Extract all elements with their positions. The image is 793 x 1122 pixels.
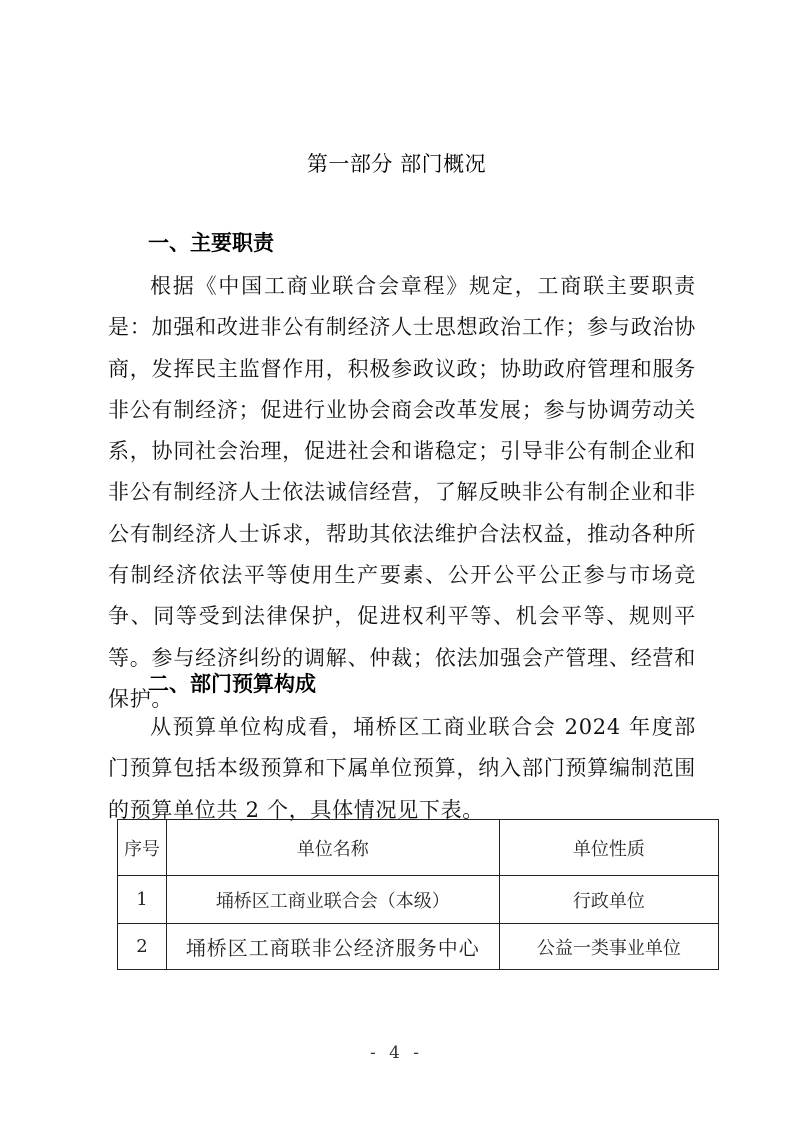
page-number: - 4 - bbox=[369, 1043, 424, 1063]
cell-unit-name: 埇桥区工商联非公经济服务中心 bbox=[166, 924, 499, 970]
cell-unit-name: 埇桥区工商业联合会（本级） bbox=[166, 876, 499, 924]
cell-serial-number: 1 bbox=[118, 876, 167, 924]
cell-serial-number: 2 bbox=[118, 924, 167, 970]
table-row bbox=[118, 876, 719, 924]
page-title: 第一部分 部门概况 bbox=[306, 152, 487, 176]
section-heading-budget-composition: 二、部门预算构成 bbox=[148, 671, 316, 696]
table-row bbox=[118, 924, 719, 970]
table-header-row bbox=[118, 820, 719, 876]
header-unit-name: 单位名称 bbox=[166, 820, 499, 876]
cell-unit-type: 公益一类事业单位 bbox=[499, 924, 718, 970]
budget-composition-paragraph: 从预算单位构成看，埇桥区工商业联合会 2024 年度部门预算包括本级预算和下属单位预算，纳入部门预算编制范围的预算单位共 2 个，具体情况见下表。 bbox=[108, 715, 696, 822]
main-duties-paragraph: 根据《中国工商业联合会章程》规定，工商联主要职责是：加强和改进非公有制经济人士思想政治工作；参与政治协商，发挥民主监督作用，积极参政议政；协助政府管理和服务非公有制经济；促进行业协会商会改革发展；参与协调劳动关系，协同社会治理，促进社会和谐稳定；引导非公有制企业和非公有制经济人士依法诚信经营，了解反映非公有制企业和非公有制经济人士诉求，帮助其依法维护合法权益，推动各种所有制经济依法平等使用生产要素、公开公平公正参与市场竞争、同等受到法律保护，促进权利平等、机会平等、规则平等。参与经济纠纷的调解、仲裁；依法加强会产管理、经营和保护。 bbox=[108, 274, 696, 711]
header-unit-type: 单位性质 bbox=[499, 820, 718, 876]
cell-unit-type: 行政单位 bbox=[499, 876, 718, 924]
section-heading-main-duties: 一、主要职责 bbox=[148, 230, 274, 255]
budget-units-table bbox=[117, 819, 719, 970]
header-serial-number: 序号 bbox=[118, 820, 167, 876]
